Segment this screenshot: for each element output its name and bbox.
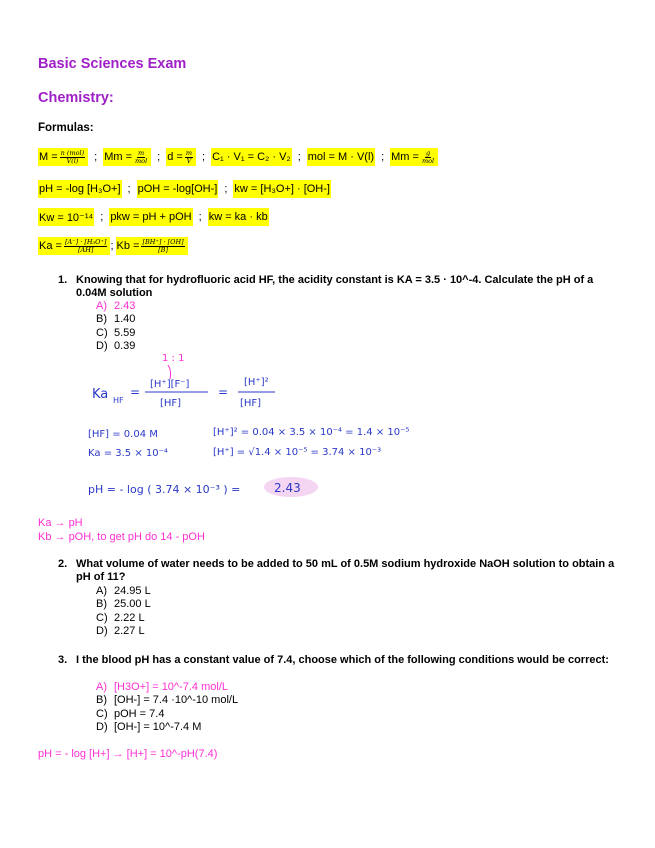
equals-1: = xyxy=(130,385,141,399)
question-1: 1. Knowing that for hydrofluoric acid HF, the acidity constant is KA = 3.5 · 10^-4. Calculate the pH of a 0.04M solution xyxy=(58,274,594,299)
question-3-options xyxy=(96,681,238,735)
frac1-denominator: [HF] xyxy=(160,398,182,409)
formula-kw: kw = [H₃O+] · [OH-] xyxy=(233,180,331,198)
frac1-numerator: [H⁺][F⁻] xyxy=(150,379,190,390)
note-ka-ph: Ka → pH xyxy=(38,517,83,529)
page-title: Basic Sciences Exam xyxy=(38,56,187,72)
formula-ka: Ka = $\frac{\text{[A⁻] · [H₃O⁺]}}{[AH]}$ xyxy=(38,237,110,255)
formula-row-3: Kw = 10⁻¹⁴ ; pkw = pH + pOH ; kw = ka · kb xyxy=(38,208,269,226)
formula-molarity: M = $\frac{\text{n (mol)}}{V(l)}$ xyxy=(38,148,88,166)
formula-dilution: C₁ · V₁ = C₂ · V₂ xyxy=(211,148,292,166)
formula-density: d = $\frac{m}{V}$ xyxy=(166,148,196,166)
option-b[interactable]: B) 1.40 xyxy=(96,313,136,326)
frac2-numerator: [H⁺]² xyxy=(244,377,269,388)
given-ka: Ka = 3.5 × 10⁻⁴ xyxy=(88,448,168,459)
ph-expression: pH = - log ( 3.74 × 10⁻³ ) = xyxy=(88,483,241,496)
calc-h-squared: [H⁺]² = 0.04 × 3.5 × 10⁻⁴ = 1.4 × 10⁻⁵ xyxy=(213,427,410,438)
ph-result: 2.43 xyxy=(274,481,301,495)
frac2-denominator: [HF] xyxy=(240,398,262,409)
option-a[interactable]: A) 2.43 xyxy=(96,300,136,312)
formula-pkw: pkw = pH + pOH xyxy=(109,208,192,226)
note-ph-h: pH = - log [H+] → [H+] = 10^-pH(7.4) xyxy=(38,748,218,760)
formula-row-2: pH = -log [H₃O+] ; pOH = -log[OH-] ; kw = [H₃O+] · [OH-] xyxy=(38,180,331,198)
given-hf: [HF] = 0.04 M xyxy=(88,429,158,440)
formula-row-4: Ka = $\frac{\text{[A⁻] · [H₃O⁺]}}{[AH]}$ ; Kb = $\frac{[BH^+] \cdot [OH]}{[B]}$ xyxy=(38,237,188,255)
question-3: 3. I the blood pH has a constant value of 7.4, choose which of the following conditions would be correct: xyxy=(58,654,609,666)
formula-molar-mass-2: Mm = $\frac{g}{\text{mol}}$ xyxy=(390,148,438,166)
option-c[interactable]: C) pOH = 7.4 xyxy=(96,707,165,720)
option-a[interactable]: A) [H3O+] = 10^-7.4 mol/L xyxy=(96,681,228,693)
ka-subscript: HF xyxy=(113,396,124,405)
question-2-options xyxy=(96,585,151,639)
ka-label: Ka xyxy=(92,387,109,402)
option-d[interactable]: D) [OH-] = 10^-7.4 M xyxy=(96,721,202,734)
option-c[interactable]: C) 5.59 xyxy=(96,326,136,339)
formula-kb: Kb = $\frac{[BH^+] \cdot [OH]}{[B]}$ xyxy=(116,237,188,255)
option-d[interactable]: D) 0.39 xyxy=(96,340,136,353)
calc-h: [H⁺] = √1.4 × 10⁻⁵ = 3.74 × 10⁻³ xyxy=(213,447,382,458)
equals-2: = xyxy=(218,385,229,399)
handwritten-working xyxy=(0,345,655,505)
section-title: Chemistry: xyxy=(38,90,114,106)
option-c[interactable]: C) 2.22 L xyxy=(96,611,145,624)
formula-moles: mol = M · V(l) xyxy=(307,148,375,166)
ratio-annotation: 1 : 1 xyxy=(162,353,185,364)
formula-kw-ka-kb: kw = ka · kb xyxy=(208,208,269,226)
option-d[interactable]: D) 2.27 L xyxy=(96,625,145,638)
question-2: 2. What volume of water needs to be added to 50 mL of 0.5M sodium hydroxide NaOH solution to obtain a pH of 11? xyxy=(58,558,615,583)
formula-row-1: M = $\frac{\text{n (mol)}}{V(l)}$ ; Mm = $\frac{m}{\text{mol}}$ ; d = $\frac{m}{V}$ ; C₁ · V₁ = C₂ · V₂ ; mol = M · V(l) ; Mm = $\frac{g}{\text{mol}}$ xyxy=(38,148,438,166)
option-b[interactable]: B) [OH-] = 7.4 ·10^-10 mol/L xyxy=(96,694,239,707)
formula-ph: pH = -log [H₃O+] xyxy=(38,180,122,198)
formulas-label: Formulas: xyxy=(38,122,94,134)
option-a[interactable]: A) 24.95 L xyxy=(96,585,151,597)
formula-kw-value: Kw = 10⁻¹⁴ xyxy=(38,208,94,226)
formula-molar-mass: Mm = $\frac{m}{\text{mol}}$ xyxy=(103,148,151,166)
option-b[interactable]: B) 25.00 L xyxy=(96,598,151,611)
formula-poh: pOH = -log[OH-] xyxy=(137,180,219,198)
note-kb-poh: Kb → pOH, to get pH do 14 - pOH xyxy=(38,531,205,543)
